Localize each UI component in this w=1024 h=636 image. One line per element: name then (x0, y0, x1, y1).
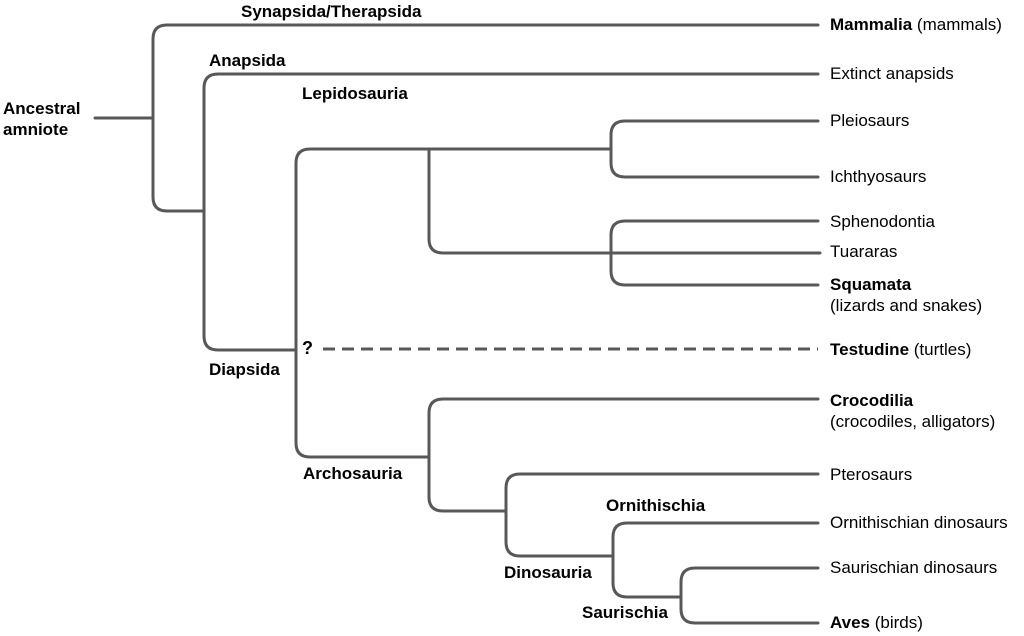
taxon-label-saurischian-dinosaurs (830, 557, 997, 578)
clade-label-saurischia: Saurischia (582, 603, 668, 622)
taxon-label-sphenodontia (830, 211, 935, 232)
taxon-squamata-qualifier: (lizards and snakes) (830, 296, 983, 315)
root-label-line2: amniote (3, 120, 69, 139)
uncertainty-question-mark: ? (302, 338, 313, 358)
clade-label-lepidosauria: Lepidosauria (302, 84, 408, 103)
branch-saurischia-aves-fork (681, 568, 818, 623)
taxon-ornithischian-dinosaurs-name: Ornithischian dinosaurs (830, 513, 1008, 532)
taxon-aves-qualifier: (birds) (870, 613, 923, 632)
taxon-testudine-name: Testudine (830, 340, 910, 359)
clade-label-dinosauria: Dinosauria (504, 563, 592, 582)
taxon-crocodilia-name: Crocodilia (830, 391, 914, 410)
root-label-ancestral-amniote (3, 98, 80, 140)
clade-label-ornithischia: Ornithischia (606, 496, 706, 515)
taxon-squamata-name: Squamata (830, 275, 912, 294)
taxon-mammalia-name: Mammalia (830, 15, 913, 34)
taxon-ichthyosaurs-name: Ichthyosaurs (830, 167, 927, 186)
taxon-label-crocodilia (830, 390, 995, 432)
taxon-tuararas-name: Tuararas (830, 242, 898, 261)
taxon-saurischian-dinosaurs-name: Saurischian dinosaurs (830, 558, 998, 577)
branch-diapsida-spine (296, 149, 611, 457)
branch-lepidosauria-tuararas (429, 149, 820, 253)
branch-dinosauria-fork (613, 523, 818, 597)
clade-label-diapsida: Diapsida (209, 360, 280, 379)
taxon-sphenodontia-name: Sphenodontia (830, 212, 935, 231)
taxon-label-extinct-anapsids (830, 63, 954, 84)
taxon-pleiosaurs-name: Pleiosaurs (830, 111, 910, 130)
taxon-aves-name: Aves (830, 613, 871, 632)
taxon-pterosaurs-name: Pterosaurs (830, 465, 913, 484)
root-label-line1: Ancestral (3, 99, 81, 118)
taxon-label-aves (830, 612, 923, 633)
taxon-crocodilia-qualifier: (crocodiles, alligators) (830, 412, 996, 431)
taxon-label-tuararas (830, 241, 897, 262)
taxon-label-testudine (830, 339, 971, 360)
taxon-label-pleiosaurs (830, 110, 909, 131)
taxon-label-squamata (830, 274, 982, 316)
branch-pleiosaur-ichthyosaur-fork (611, 121, 818, 177)
taxon-label-ornithischian-dinosaurs (830, 512, 1008, 533)
taxon-label-mammalia (830, 14, 1002, 35)
taxon-label-pterosaurs (830, 464, 912, 485)
taxon-extinct-anapsids-name: Extinct anapsids (830, 64, 954, 83)
clade-label-synapsida: Synapsida/Therapsida (241, 2, 422, 21)
clade-label-anapsida: Anapsida (209, 51, 286, 70)
clade-label-archosauria: Archosauria (303, 464, 403, 483)
taxon-mammalia-qualifier: (mammals) (912, 15, 1002, 34)
taxon-testudine-qualifier: (turtles) (909, 340, 972, 359)
taxon-label-ichthyosaurs (830, 166, 926, 187)
